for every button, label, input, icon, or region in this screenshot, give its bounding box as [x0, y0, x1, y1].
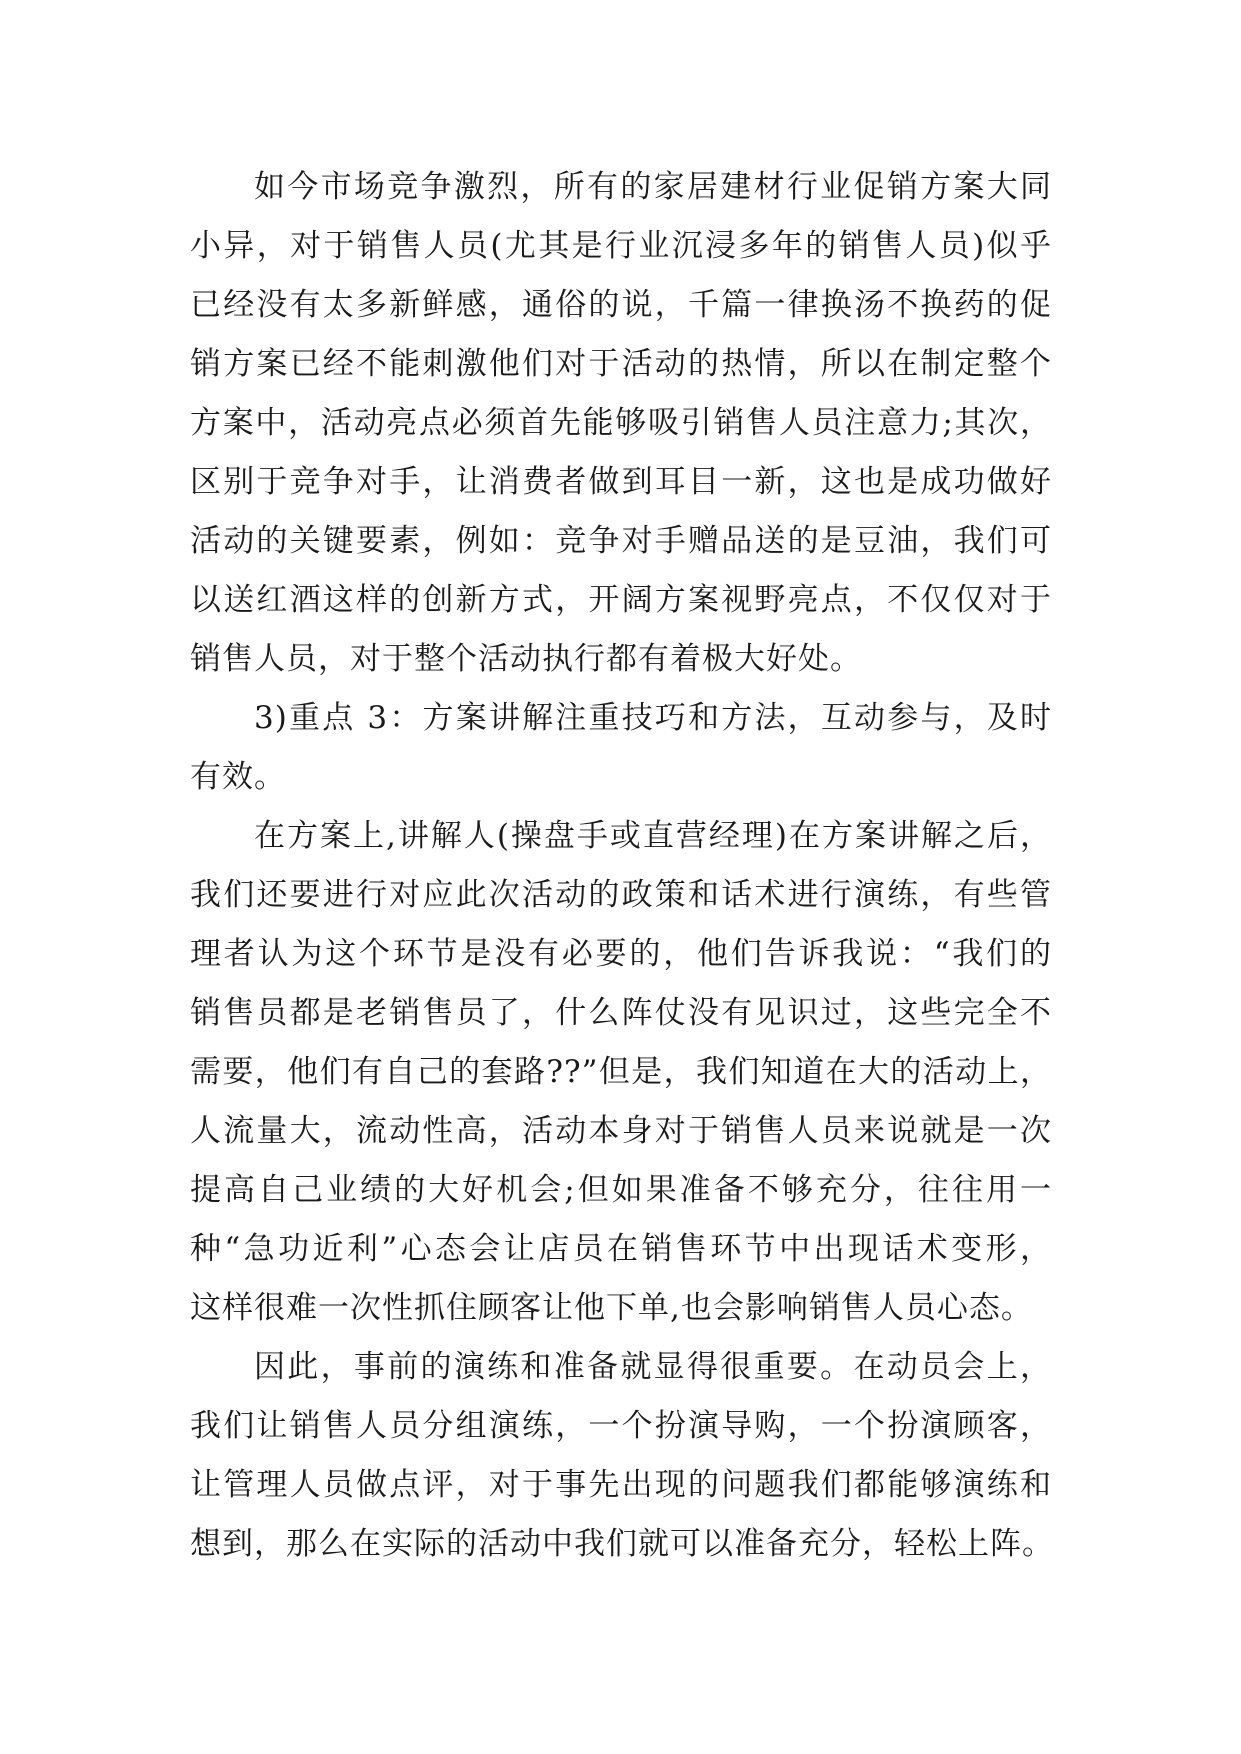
- text-line: 以送红酒这样的创新方式，开阔方案视野亮点，不仅仅对于: [190, 582, 1052, 618]
- text-line: 已经没有太多新鲜感，通俗的说，千篇一律换汤不换药的促: [190, 287, 1052, 323]
- text-line: 因此，事前的演练和准备就显得很重要。在动员会上，: [254, 1349, 1052, 1385]
- text-line: 区别于竞争对手，让消费者做到耳目一新，这也是成功做好: [190, 464, 1052, 500]
- text-line: 在方案上,讲解人(操盘手或直营经理)在方案讲解之后，: [254, 818, 1052, 854]
- text-line: 理者认为这个环节是没有必要的，他们告诉我说：“我们的: [190, 936, 1052, 972]
- text-line: 销售人员，对于整个活动执行都有着极大好处。: [190, 641, 862, 677]
- text-line: 这样很难一次性抓住顾客让他下单,也会影响销售人员心态。: [190, 1290, 1033, 1326]
- text-line: 种“急功近利”心态会让店员在销售环节中出现话术变形，: [190, 1231, 1052, 1267]
- text-line: 活动的关键要素，例如：竞争对手赠品送的是豆油，我们可: [190, 523, 1052, 559]
- document-page: [190, 158, 1052, 1574]
- paragraph-rehearsal-practice: [190, 1338, 1052, 1574]
- text-line: 想到，那么在实际的活动中我们就可以准备充分，轻松上阵。: [190, 1526, 1054, 1562]
- text-line: 方案中，活动亮点必须首先能够吸引销售人员注意力;其次，: [190, 405, 1052, 441]
- text-line: 销方案已经不能刺激他们对于活动的热情，所以在制定整个: [190, 346, 1052, 382]
- text-line: 如今市场竞争激烈，所有的家居建材行业促销方案大同: [254, 169, 1052, 205]
- text-line: 有效。: [190, 759, 286, 795]
- paragraph-promotion-highlights: [190, 158, 1052, 689]
- text-line: 让管理人员做点评，对于事先出现的问题我们都能够演练和: [190, 1467, 1052, 1503]
- text-line: 我们还要进行对应此次活动的政策和话术进行演练，有些管: [190, 877, 1052, 913]
- text-line: 小异，对于销售人员(尤其是行业沉浸多年的销售人员)似乎: [190, 228, 1052, 264]
- text-line: 我们让销售人员分组演练，一个扮演导购，一个扮演顾客，: [190, 1408, 1052, 1444]
- paragraph-key-point-3: [190, 689, 1052, 807]
- text-line: 人流量大，流动性高，活动本身对于销售人员来说就是一次: [190, 1113, 1052, 1149]
- text-line: 3)重点 3：方案讲解注重技巧和方法，互动参与，及时: [254, 700, 1052, 736]
- paragraph-rehearsal-reasoning: [190, 807, 1052, 1338]
- text-line: 销售员都是老销售员了，什么阵仗没有见识过，这些完全不: [190, 995, 1052, 1031]
- text-line: 提高自己业绩的大好机会;但如果准备不够充分，往往用一: [190, 1172, 1052, 1208]
- text-line: 需要，他们有自己的套路??”但是，我们知道在大的活动上，: [190, 1054, 1052, 1090]
